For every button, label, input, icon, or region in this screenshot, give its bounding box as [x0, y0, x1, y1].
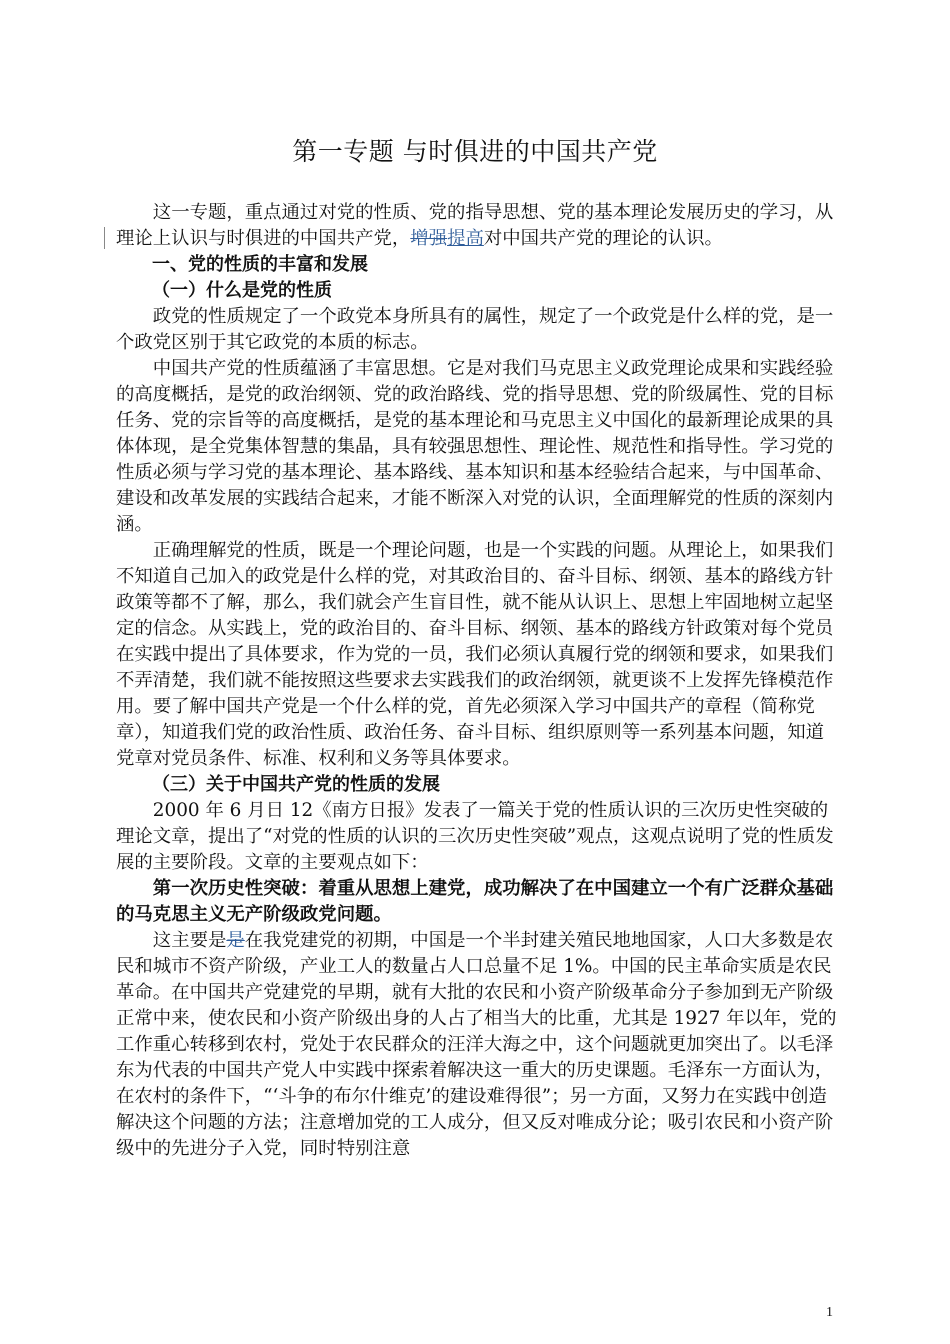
- revision-change-bar: [104, 227, 105, 249]
- tracked-deletion-2: 是: [226, 930, 245, 951]
- para6-text-after: 在我党建党的初期，中国是一个半封建关殖民地地国家，人口大多数是农民和城市不资产阶级，产业工人的数量占人口总量不足 1%。中国的民主革命实质是农民革命。在中国共产党建党的早期，就有大批的农民和小资产阶级革命分子参加到无产阶级正常中来，使农民和小资产阶级出身的人占了相当大的比重，尤其是 1927 年以年，党的工作重心转移到农村，党处于农民群众的汪洋大海之中，这个问题就更加突出了。以毛泽东为代表的中国共产党人中实践中探索着解决这一重大的历史课题。毛泽东一方面认为，在农村的条件下，“‘斗争的布尔什维克’的建设难得很”；另一方面，又努力在实践中创造解决这个问题的方法；注意增加党的工人成分，但又反对唯成分论；吸引农民和小资产阶级中的先进分子入党，同时特别注意: [116, 930, 837, 1159]
- intro-text-after: 对中国共产党的理论的认识。: [483, 228, 723, 249]
- subsection-heading-one: （一）什么是党的性质: [152, 280, 332, 301]
- document-body: [116, 200, 840, 1162]
- tracked-insertion: 提高: [447, 228, 484, 249]
- paragraph-first-breakthrough: 第一次历史性突破：着重从思想上建党，成功解决了在中国建立一个有广泛群众基础的马克思主义无产阶级政党问题。: [116, 878, 834, 925]
- paragraph-party-nature-content: 中国共产党的性质蕴涵了丰富思想。它是对我们马克思主义政党理论成果和实践经验的高度概括，是党的政治纲领、党的政治路线、党的指导思想、党的阶级属性、党的目标任务、党的宗旨等的高度概括，是党的基本理论和马克思主义中国化的最新理论成果的具体体现，是全党集体智慧的集晶，具有较强思想性、理论性、规范性和指导性。学习党的性质必须与学习党的基本理论、基本路线、基本知识和基本经验结合起来，与中国革命、建设和改革发展的实践结合起来，才能不断深入对党的认识，全面理解党的性质的深刻内涵。: [116, 358, 834, 535]
- intro-text-before: 这一专题，重点通过对党的性质、党的指导思想、党的基本理论发展历史的学习，从理论上认识与时俱进的中国共产党，: [116, 202, 834, 249]
- page-title: 第一专题 与时俱进的中国共产党: [292, 137, 658, 166]
- subsection-heading-three: （三）关于中国共产党的性质的发展: [152, 774, 440, 795]
- intro-paragraph: [116, 200, 840, 252]
- paragraph-party-nature-definition: 政党的性质规定了一个政党本身所具有的属性，规定了一个政党是什么样的党，是一个政党区别于其它政党的本质的标志。: [116, 306, 834, 353]
- para6-text-before: 这主要是: [152, 930, 227, 951]
- paragraph-understanding-nature: 正确理解党的性质，既是一个理论问题，也是一个实践的问题。从理论上，如果我们不知道自己加入的政党是什么样的党，对其政治目的、奋斗目标、纲领、基本的路线方针政策等都不了解，那么，我们就会产生盲目性，就不能从认识上、思想上牢固地树立起坚定的信念。从实践上，党的政治目的、奋斗目标、纲领、基本的路线方针政策对每个党员在实践中提出了具体要求，作为党的一员，我们必须认真履行党的纲领和要求，如果我们不弄清楚，我们就不能按照这些要求去实践我们的政治纲领，就更谈不上发挥先锋模范作用。要了解中国共产党是一个什么样的党，首先必须深入学习中国共产的章程（简称党章），知道我们党的政治性质、政治任务、奋斗目标、组织原则等一系列基本问题，知道党章对党员条件、标准、权利和义务等具体要求。: [116, 540, 834, 769]
- paragraph-nanfang-daily: 2000 年 6 月日 12《南方日报》发表了一篇关于党的性质认识的三次历史性突破的理论文章，提出了“对党的性质的认识的三次历史性突破”观点，这观点说明了党的性质发展的主要阶段。文章的主要观点如下：: [116, 800, 834, 873]
- page-number: 1: [826, 1305, 833, 1320]
- tracked-deletion: 增强: [410, 228, 448, 249]
- section-heading-one: 一、党的性质的丰富和发展: [152, 254, 368, 275]
- paragraph-early-party: [116, 928, 840, 1162]
